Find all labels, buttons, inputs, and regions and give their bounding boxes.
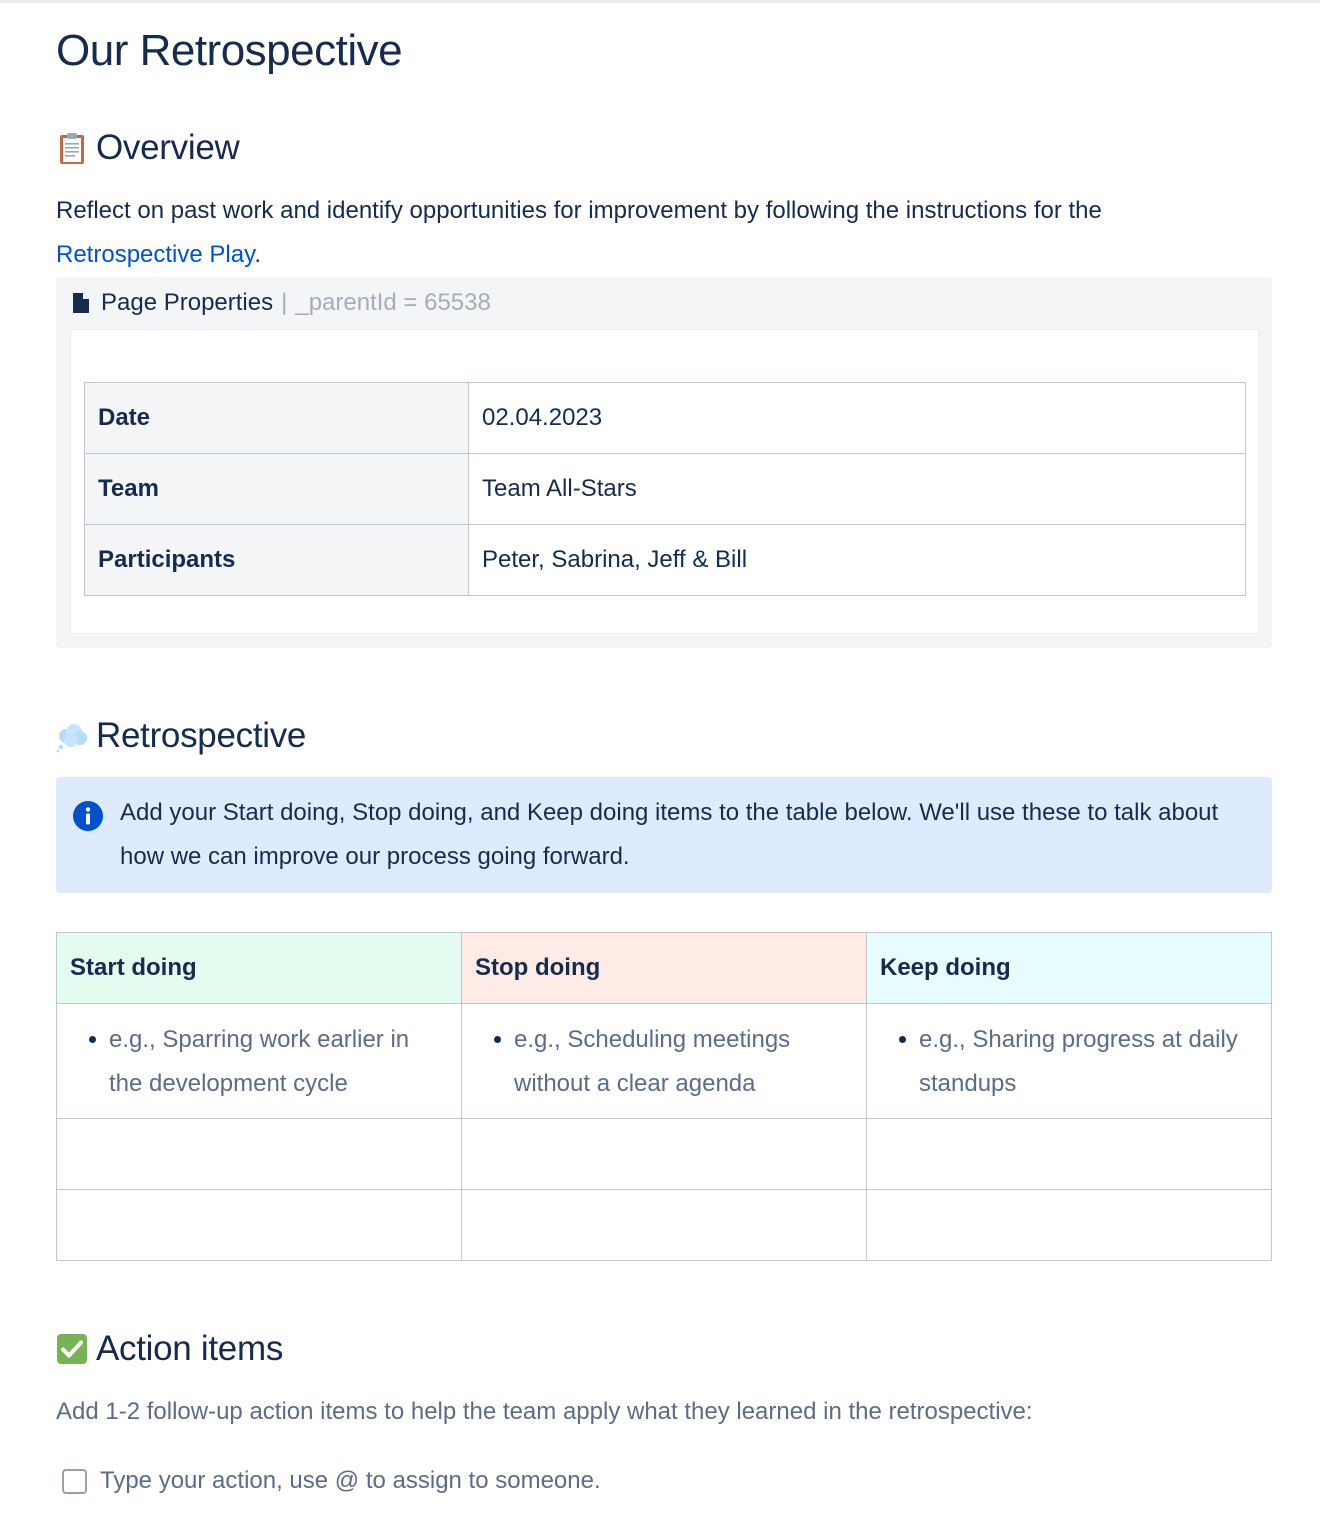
table-cell-empty[interactable] — [867, 1190, 1272, 1261]
table-cell-empty[interactable] — [462, 1119, 867, 1190]
top-border — [0, 0, 1320, 3]
overview-heading — [56, 128, 239, 168]
table-cell-empty[interactable] — [867, 1119, 1272, 1190]
bullet-list — [475, 1018, 853, 1106]
table-cell-empty[interactable] — [57, 1119, 462, 1190]
action-items-heading-text: Action items — [96, 1329, 284, 1368]
overview-text: Reflect on past work and identify opportunities for improvement by following the instructions for the — [56, 197, 1102, 224]
document-icon — [72, 292, 90, 314]
page-title: Our Retrospective — [56, 26, 403, 75]
page-properties-panel — [56, 277, 1272, 648]
list-item: e.g., Sparring work earlier in the development cycle — [70, 1018, 448, 1106]
table-header-row — [57, 933, 1272, 1004]
property-key-date: Date — [85, 383, 469, 454]
task-item[interactable] — [62, 1467, 601, 1495]
clipboard-icon — [56, 130, 88, 166]
column-header-start-doing[interactable]: Start doing — [57, 933, 462, 1004]
property-key-participants: Participants — [85, 525, 469, 596]
overview-text-end: . — [254, 241, 261, 268]
retrospective-table — [56, 932, 1272, 1261]
action-items-heading — [56, 1329, 283, 1369]
table-cell-empty[interactable] — [462, 1190, 867, 1261]
page-properties-separator: | — [281, 289, 288, 316]
info-icon — [72, 800, 104, 832]
property-value-participants[interactable]: Peter, Sabrina, Jeff & Bill — [469, 525, 1246, 596]
page-properties-header — [72, 289, 491, 317]
overview-paragraph — [56, 189, 1256, 277]
property-value-date[interactable]: 02.04.2023 — [469, 383, 1246, 454]
table-row — [57, 1119, 1272, 1190]
table-row — [57, 1004, 1272, 1119]
info-panel-text: Add your Start doing, Stop doing, and Keep doing items to the table below. We'll use these to talk about how we can improve our process going forward. — [120, 799, 1219, 870]
check-mark-icon — [56, 1331, 88, 1367]
table-row — [85, 525, 1246, 596]
task-checkbox[interactable] — [62, 1469, 87, 1494]
property-value-team[interactable]: Team All-Stars — [469, 454, 1246, 525]
table-cell-keep-doing[interactable] — [867, 1004, 1272, 1119]
retrospective-heading — [56, 716, 306, 756]
table-row — [57, 1190, 1272, 1261]
info-panel — [56, 777, 1272, 893]
property-key-team: Team — [85, 454, 469, 525]
retrospective-heading-text: Retrospective — [96, 716, 307, 755]
page-properties-table — [84, 382, 1246, 596]
table-cell-empty[interactable] — [57, 1190, 462, 1261]
page-properties-body — [70, 329, 1259, 634]
list-item: e.g., Scheduling meetings without a clear agenda — [475, 1018, 853, 1106]
column-header-keep-doing[interactable]: Keep doing — [867, 933, 1272, 1004]
table-cell-start-doing[interactable] — [57, 1004, 462, 1119]
task-placeholder[interactable]: Type your action, use @ to assign to someone. — [100, 1467, 601, 1494]
page-properties-meta: _parentId = 65538 — [295, 289, 491, 316]
thought-balloon-icon — [56, 718, 88, 754]
page-properties-label: Page Properties — [101, 289, 274, 316]
retrospective-play-link[interactable]: Retrospective Play — [56, 241, 255, 268]
list-item: e.g., Sharing progress at daily standups — [880, 1018, 1258, 1106]
table-row — [85, 454, 1246, 525]
action-items-description: Add 1-2 follow-up action items to help the team apply what they learned in the retrospective: — [56, 1398, 1033, 1425]
bullet-list — [880, 1018, 1258, 1106]
overview-heading-text: Overview — [96, 128, 240, 167]
table-row — [85, 383, 1246, 454]
bullet-list — [70, 1018, 448, 1106]
column-header-stop-doing[interactable]: Stop doing — [462, 933, 867, 1004]
table-cell-stop-doing[interactable] — [462, 1004, 867, 1119]
